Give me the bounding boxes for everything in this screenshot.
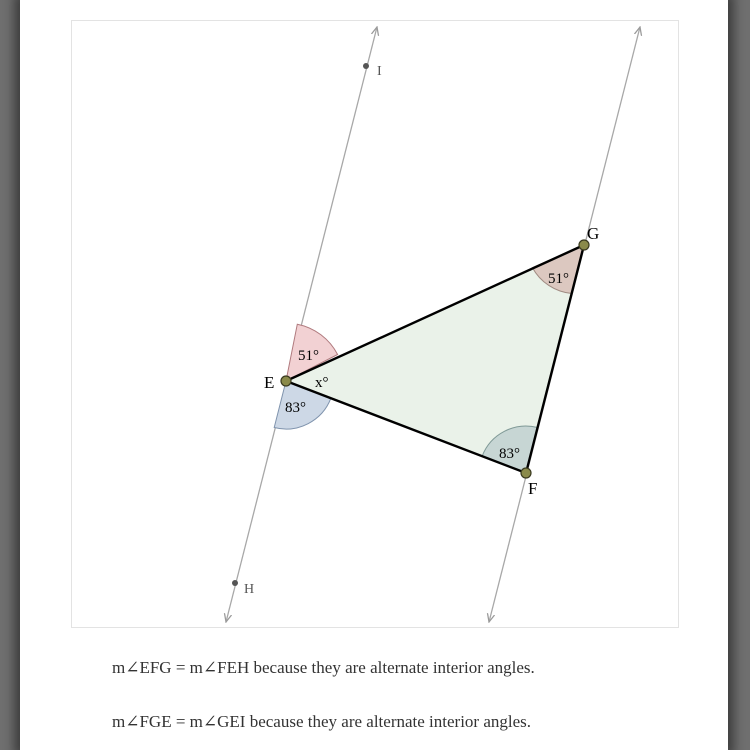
worksheet-page [20, 0, 728, 750]
label-E: E [264, 373, 275, 392]
line-HI [226, 27, 377, 622]
point-H-dot [232, 580, 238, 586]
vertex-E [281, 376, 291, 386]
reason-statement-2: m∠FGE = m∠GEI because they are alternate interior angles. [112, 712, 532, 731]
point-I-dot [363, 63, 369, 69]
parallel-lines-triangle-diagram [72, 21, 678, 627]
label-I: I [377, 64, 382, 79]
vertex-F [521, 468, 531, 478]
angle-IEG-label: 51° [298, 348, 319, 364]
angle-FEG-label: x° [315, 375, 329, 391]
angle-EFG-label: 83° [499, 446, 520, 462]
angle-EGF-label: 51° [548, 271, 569, 287]
reason-statement-1: m∠EFG = m∠FEH because they are alternate interior angles. [112, 658, 535, 677]
label-F: F [528, 479, 538, 498]
geometry-figure [71, 20, 679, 628]
angle-FEH-label: 83° [285, 400, 306, 416]
label-G: G [587, 224, 600, 243]
label-H: H [244, 582, 255, 597]
